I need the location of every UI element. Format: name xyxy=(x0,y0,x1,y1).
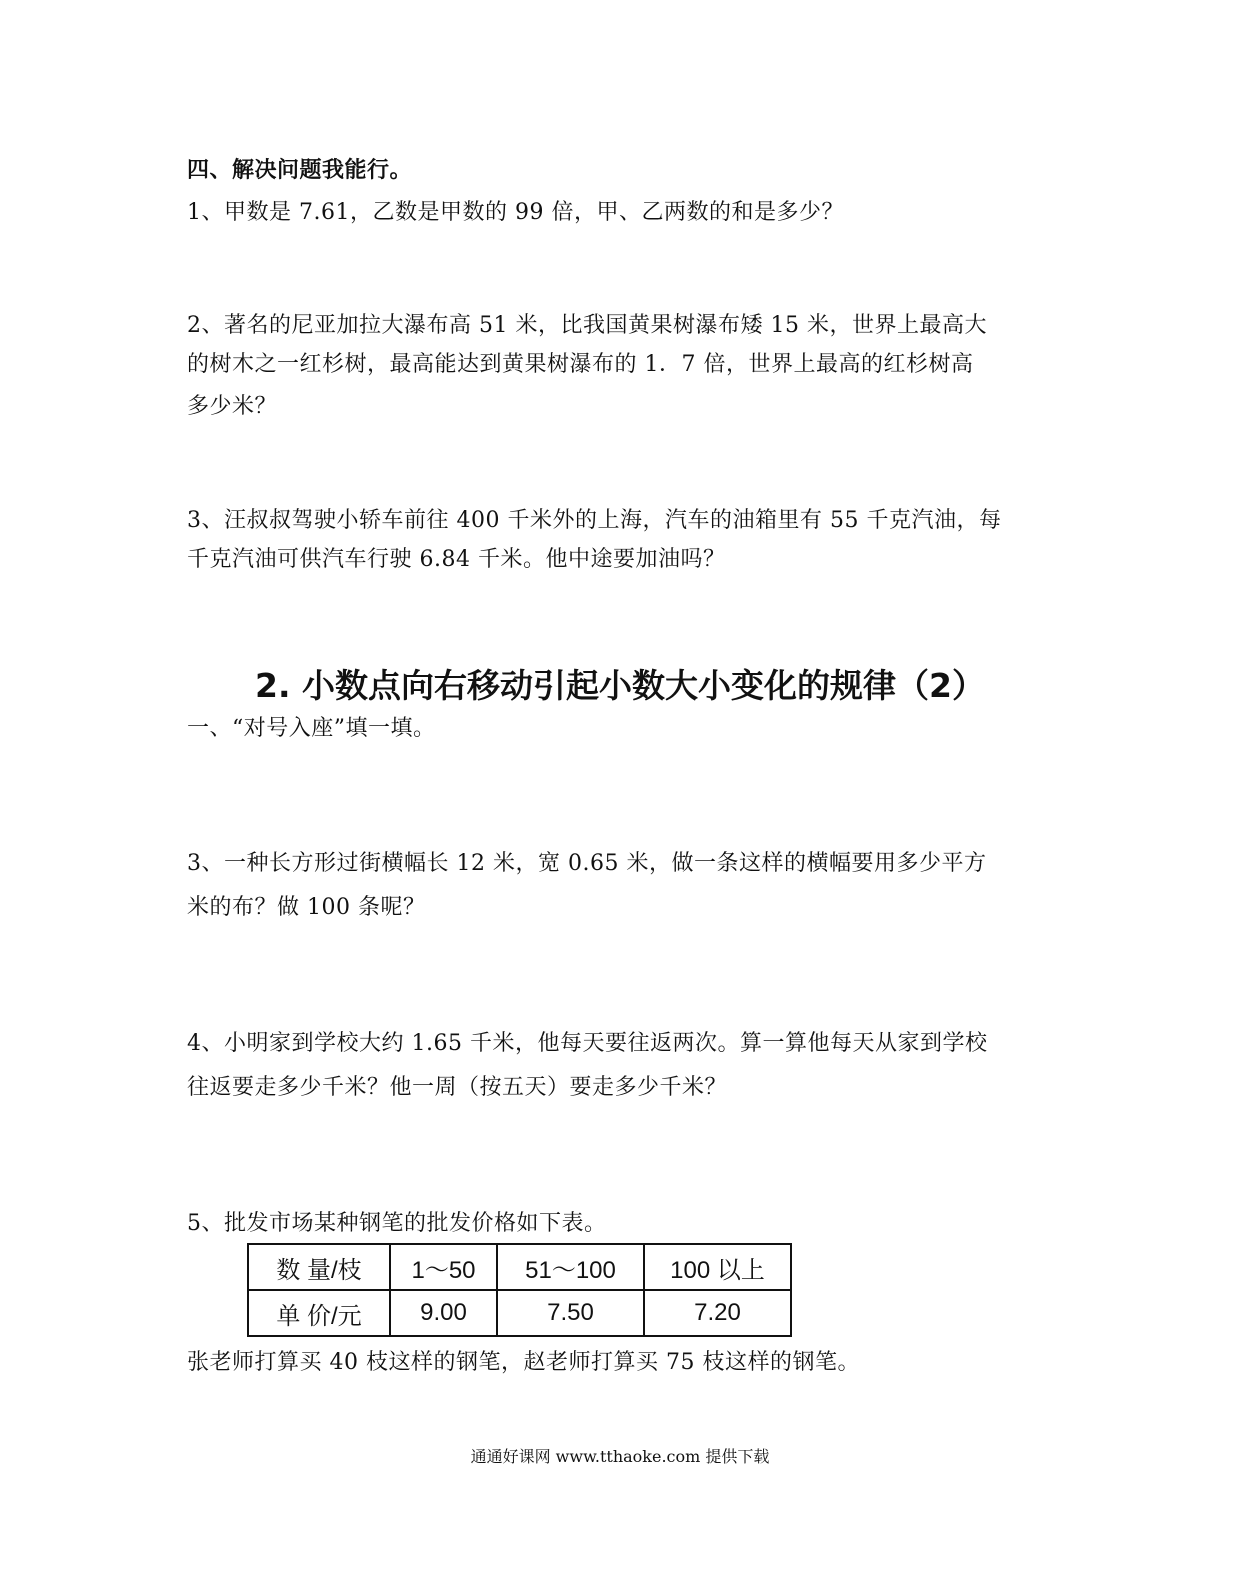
section-four-title: 四、解决问题我能行。 xyxy=(187,158,413,183)
question-3-line-1: 3、汪叔叔驾驶小轿车前往 400 千米外的上海，汽车的油箱里有 55 千克汽油，每 xyxy=(187,508,1002,533)
lesson-question-5-line-2: 张老师打算买 40 枝这样的钢笔，赵老师打算买 75 枝这样的钢笔。 xyxy=(187,1350,860,1375)
lesson-question-4-line-2: 往返要走多少千米？他一周（按五天）要走多少千米？ xyxy=(187,1075,728,1100)
table-cell: 9.00 xyxy=(390,1290,497,1336)
lesson-question-4-line-1: 4、小明家到学校大约 1.65 千米，他每天要往返两次。算一算他每天从家到学校 xyxy=(187,1031,988,1056)
table-cell: 7.20 xyxy=(644,1290,791,1336)
question-2-line-2: 的树木之一红杉树，最高能达到黄果树瀑布的 1．7 倍，世界上最高的红杉树高 xyxy=(187,352,974,377)
table-cell: 100 以上 xyxy=(644,1244,791,1290)
lesson-question-5-line-1: 5、批发市场某种钢笔的批发价格如下表。 xyxy=(187,1211,607,1236)
table-row xyxy=(248,1244,791,1290)
table-header-price: 单 价/元 xyxy=(248,1290,390,1336)
question-1: 1、甲数是 7.61，乙数是甲数的 99 倍，甲、乙两数的和是多少？ xyxy=(187,200,844,225)
table-cell: 51～100 xyxy=(497,1244,644,1290)
price-table xyxy=(247,1243,792,1337)
footer-text: 通通好课网 www.tthaoke.com 提供下载 xyxy=(470,1447,770,1466)
question-2-line-3: 多少米？ xyxy=(187,394,278,419)
question-2-line-1: 2、著名的尼亚加拉大瀑布高 51 米，比我国黄果树瀑布矮 15 米，世界上最高大 xyxy=(187,313,987,338)
lesson-question-3-line-2: 米的布？做 100 条呢？ xyxy=(187,895,426,920)
table-row xyxy=(248,1290,791,1336)
table-cell: 7.50 xyxy=(497,1290,644,1336)
lesson-heading: 2. 小数点向右移动引起小数大小变化的规律（2） xyxy=(255,666,985,705)
lesson-question-3-line-1: 3、一种长方形过街横幅长 12 米，宽 0.65 米，做一条这样的横幅要用多少平方 xyxy=(187,851,987,876)
question-3-line-2: 千克汽油可供汽车行驶 6.84 千米。他中途要加油吗？ xyxy=(187,547,726,572)
part-one-title: 一、“对号入座”填一填。 xyxy=(187,716,436,741)
table-header-quantity: 数 量/枝 xyxy=(248,1244,390,1290)
table-cell: 1～50 xyxy=(390,1244,497,1290)
